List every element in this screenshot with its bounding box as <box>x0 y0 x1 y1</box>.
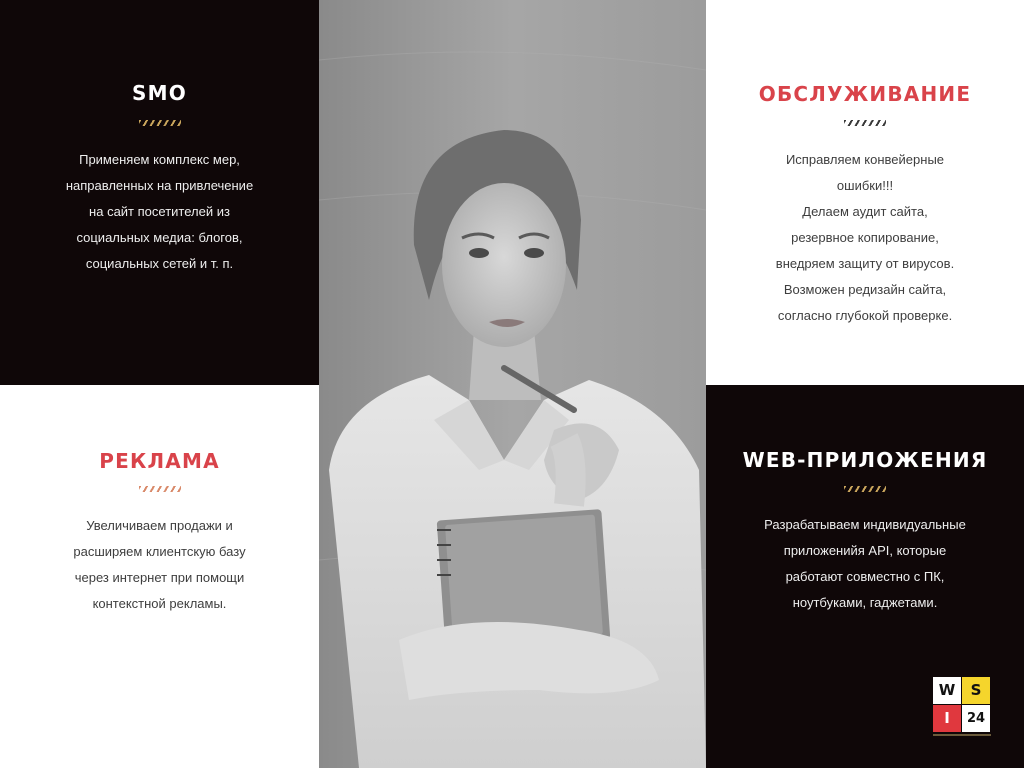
web-apps-description <box>736 512 994 616</box>
smo-description <box>30 147 289 277</box>
service-panel <box>706 0 1024 385</box>
service-line: Делаем аудит сайта, <box>802 204 928 219</box>
smo-line: направленных на привлечение <box>65 178 254 193</box>
web-apps-title: WEB-ПРИЛОЖЕНИЯ <box>742 448 988 472</box>
portrait-illustration <box>319 0 706 768</box>
service-line: резервное копирование, <box>791 230 939 245</box>
logo-cell-w: W <box>933 677 961 704</box>
reklama-line: через интернет при помощи <box>74 570 245 585</box>
striped-divider-icon <box>844 486 886 492</box>
logo-cell-i: I <box>933 705 961 732</box>
service-line: Возможен редизайн сайта, <box>783 282 947 297</box>
smo-line: Применяем комплекс мер, <box>79 152 240 167</box>
striped-divider-icon <box>139 486 181 492</box>
reklama-line: Увеличиваем продажи и <box>86 518 233 533</box>
wsi24-logo[interactable] <box>933 677 991 737</box>
web-apps-line: работают совместно с ПК, <box>785 569 945 584</box>
service-title: ОБСЛУЖИВАНИЕ <box>758 82 972 106</box>
logo-cell-s: S <box>962 677 990 704</box>
service-line: ошибки!!! <box>836 178 894 193</box>
web-apps-line: Разрабатываем индивидуальные <box>764 517 966 532</box>
service-line: согласно глубокой проверке. <box>777 308 953 323</box>
smo-title: SMO <box>132 81 187 105</box>
reklama-panel <box>0 385 319 768</box>
smo-line: на сайт посетителей из <box>89 204 230 219</box>
striped-divider-icon <box>139 120 181 126</box>
reklama-line: контекстной рекламы. <box>92 596 227 611</box>
smo-line: социальных медиа: блогов, <box>76 230 243 245</box>
smo-panel <box>0 0 319 385</box>
woman-holding-notebook-and-pen-photo <box>319 0 706 768</box>
reklama-line: расширяем клиентскую базу <box>73 544 246 559</box>
web-apps-line: приложенийя API, которые <box>783 543 947 558</box>
service-description <box>736 147 994 329</box>
reklama-description <box>30 513 289 617</box>
reklama-title: РЕКЛАМА <box>99 449 220 473</box>
web-apps-line: ноутбуками, гаджетами. <box>792 595 938 610</box>
logo-underline <box>933 734 991 736</box>
logo-cell-24: 24 <box>962 705 990 732</box>
striped-divider-icon <box>844 120 886 126</box>
smo-line: социальных сетей и т. п. <box>85 256 234 271</box>
service-line: внедряем защиту от вирусов. <box>775 256 955 271</box>
service-line: Исправляем конвейерные <box>785 152 945 167</box>
